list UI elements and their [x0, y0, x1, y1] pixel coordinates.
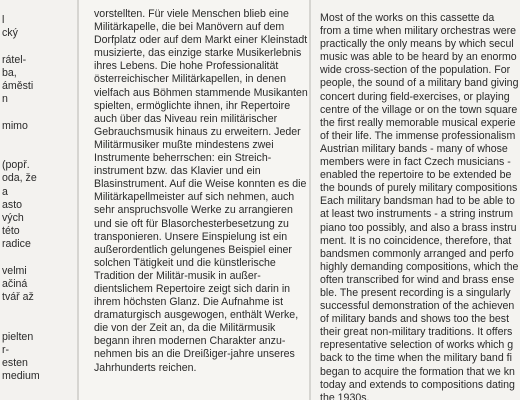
text-line: áměsti [2, 80, 34, 93]
text-line: dramaturgisch ausgewogen, enthält Werke, [94, 309, 299, 322]
text-line: l [2, 14, 5, 26]
text-line: their great non-military traditions. It offers [320, 326, 513, 339]
text-line: n [2, 93, 8, 106]
text-line [2, 133, 40, 146]
text-line: centre of the village or on the town square [320, 103, 518, 116]
text-line: Most of the works on this cassette da [320, 12, 495, 24]
text-line: die von der Zeit an, da die Militärmusik [94, 322, 276, 335]
text-line: today and extends to compositions dating [320, 378, 515, 391]
text-line [2, 106, 40, 119]
text-line: instrument bzw. das Klavier und ein [94, 165, 261, 178]
text-line: Austrian military bands - many of whose [320, 142, 508, 155]
fold-line [77, 0, 79, 400]
text-line: této [2, 225, 20, 238]
text-line: spielten, ermöglichte ihnen, ihr Repertoire [94, 99, 291, 112]
text-line: at least two instruments - a string instrum [320, 208, 514, 221]
text-line: Militärkapellmeister auf sich nehmen, auch [94, 191, 295, 204]
text-line: solchen Tätigkeit und die künstlerische [94, 256, 276, 269]
text-line: cký [2, 27, 18, 40]
text-line [2, 146, 40, 159]
text-line: members were in fact Czech musicians - [320, 156, 511, 169]
text-line: asto [2, 198, 23, 211]
text-line: Jahrhunderts reichen. [94, 361, 197, 374]
text-line [2, 304, 40, 317]
text-line: musizierte, das einzige starke Musikerlebnis [94, 47, 302, 60]
text-line: österreichischer Militärkapellen, in denen [94, 73, 286, 86]
text-line: esten [2, 357, 28, 370]
text-line: Militärmusiker mußte mindestens zwei [94, 138, 274, 151]
text-line: Blasinstrument. Auf die Weise konnten es die [94, 178, 307, 191]
text-line: vielfach aus Böhmen stammende Musikanten [94, 86, 308, 99]
text-line: back to the time when the military band fi [320, 352, 512, 365]
text-line: often transcribed for wind and brass ense [320, 273, 515, 286]
text-line: ble. The present recording is a singularly [320, 286, 511, 299]
text-line [2, 252, 40, 265]
czech-text-column [2, 14, 40, 384]
text-line: pielten [2, 330, 34, 343]
text-line: oda, že [2, 172, 37, 185]
text-line: (popř. [2, 159, 30, 172]
text-line: dientslichem Repertoire zeigt sich darin in [94, 282, 291, 295]
text-line: vých [2, 212, 24, 225]
text-line: a [2, 185, 8, 198]
text-line: wide cross-section of the population. For [320, 64, 511, 77]
text-line: ba, [2, 66, 17, 79]
text-line: mimo [2, 119, 28, 132]
text-line: auch über das Niveau rein militärischer [94, 112, 278, 125]
text-line: begann ihren modernen Charakter anzu- [94, 335, 286, 348]
fold-line [309, 0, 311, 400]
english-text-column [320, 12, 518, 400]
text-line: Dorfplatz oder auf dem Markt einer Kleinstadt [94, 34, 308, 47]
text-line: Instrumente beherrschen: ein Streich- [94, 152, 272, 165]
text-line: highly demanding compositions, which the [320, 260, 519, 273]
text-line: from a time when military orchestras were [320, 25, 517, 38]
text-line: Militärkapelle, die bei Manövern auf dem [94, 21, 285, 34]
text-line: ihres Lebens. Die hohe Professionalität [94, 60, 279, 73]
text-line: of military bands and shows too the best [320, 313, 510, 326]
text-line: und sie oft für Blasorchesterbesetzung zu [94, 217, 289, 230]
text-line: r- [2, 344, 10, 357]
text-line: people, the sound of a military band giving [320, 77, 519, 90]
text-line: medium [2, 370, 40, 383]
text-line: successful demonstration of the achieven [320, 300, 515, 313]
text-line: concert during field-exercises, or playing [320, 90, 510, 103]
text-line: Gebrauchsmusik hinaus zu erweitern. Jeder [94, 125, 301, 138]
text-line: music was able to be heard by an enormo [320, 51, 517, 64]
text-line: sehr anspruchsvolle Werke zu arrangieren [94, 204, 293, 217]
text-line: rátel- [2, 53, 27, 66]
text-line: the 1930s. [320, 391, 370, 400]
text-line: began to acquire the formation that we kn [320, 365, 515, 378]
text-line: außerordentlich gelungenes Beispiel einer [94, 243, 292, 256]
text-line: ihrem höchsten Glanz. Die Aufnahme ist [94, 296, 284, 309]
text-line: velmi [2, 264, 27, 277]
german-text-column [94, 8, 308, 375]
text-line: enabled the repertoire to be extended be [320, 169, 512, 182]
text-line: Each military bandsman had to be able to [320, 195, 515, 208]
text-line: radice [2, 238, 31, 251]
text-line: piano too possibly, and also a brass instru [320, 221, 517, 234]
text-line: representative selection of works which g [320, 339, 514, 352]
text-line: the first really memorable musical experie [320, 116, 516, 129]
text-line: the bounds of purely military compositions [320, 182, 518, 195]
text-line: Tradition der Militär-musik in außer- [94, 269, 261, 282]
text-line: vorstellten. Für viele Menschen blieb eine [94, 8, 289, 20]
text-line: nehmen bis an die Dreißiger-jahre unseres [94, 348, 295, 361]
text-line: tvář až [2, 291, 34, 304]
text-line: of their life. The immense professionalism [320, 129, 516, 142]
text-line [2, 40, 40, 53]
text-line: practically the only means by which secul [320, 38, 514, 51]
text-line: ment. It is no coincidence, therefore, that [320, 234, 512, 247]
text-line: bandsmen commonly arranged and perfo [320, 247, 514, 260]
text-line: transponieren. Unsere Einspielung ist ein [94, 230, 288, 243]
text-line [2, 318, 40, 331]
text-line: ačiná [2, 278, 28, 291]
